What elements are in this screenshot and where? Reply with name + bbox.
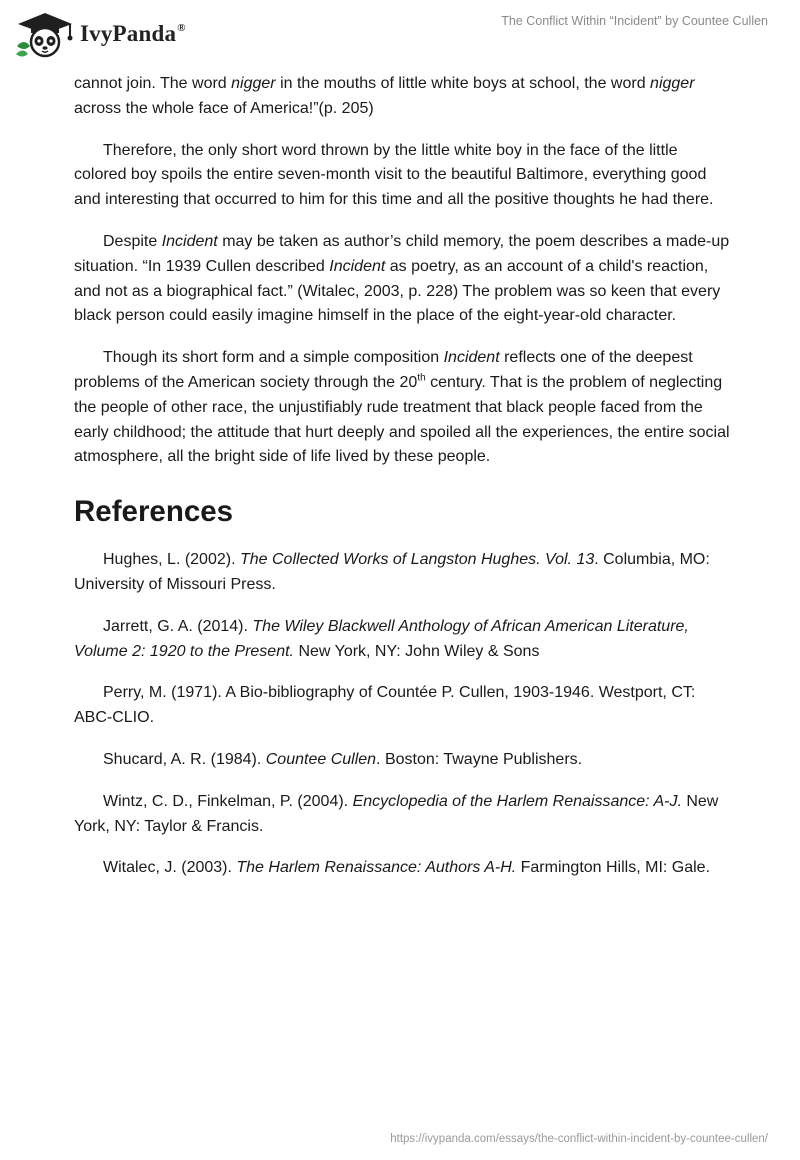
reference-item: Wintz, C. D., Finkelman, P. (2004). Encyclopedia of the Harlem Renaissance: A-J. New York, NY: Taylor & Francis. (74, 792, 719, 835)
running-title: The Conflict Within “Incident” by Countee Cullen (501, 14, 768, 28)
reference-item: Perry, M. (1971). A Bio-bibliography of Countée P. Cullen, 1903-1946. Westport, CT: ABC-CLIO. (74, 684, 696, 727)
reference-item: Shucard, A. R. (1984). Countee Cullen. Boston: Twayne Publishers. (103, 750, 583, 768)
reference-item: Jarrett, G. A. (2014). The Wiley Blackwell Anthology of African American Literature, Volume 2: 1920 to the Present. New York, NY: John Wiley & Sons (74, 617, 689, 660)
ivypanda-logo[interactable] (14, 8, 186, 60)
brand-name: IvyPanda® (80, 21, 186, 46)
panda-graduation-cap-icon (14, 8, 76, 60)
source-url-link[interactable]: https://ivypanda.com/essays/the-conflict-within-incident-by-countee-cullen/ (390, 1133, 768, 1145)
paragraph: Therefore, the only short word thrown by the little white boy in the face of the little colored boy spoils the entire seven-month visit to the beautiful Baltimore, everything good and interesting that occurred to him for this time and all the positive thoughts he had there. (74, 141, 714, 209)
paragraph: Despite Incident may be taken as author’s child memory, the poem describes a made-up situation. “In 1939 Cullen described Incident as poetry, as an account of a child's reaction, and not as a biographical fact.” (Witalec, 2003, p. 228) The problem was so keen that every black person could easily imagine himself in the place of the eight-year-old character. (74, 232, 730, 325)
essay-content (74, 72, 730, 881)
reference-item: Hughes, L. (2002). The Collected Works of Langston Hughes. Vol. 13. Columbia, MO: University of Missouri Press. (74, 551, 710, 593)
reference-item: Witalec, J. (2003). The Harlem Renaissance: Authors A-H. Farmington Hills, MI: Gale. (103, 859, 711, 877)
references-heading: References (74, 495, 234, 529)
paragraph: cannot join. The word nigger in the mouths of little white boys at school, the word nigger across the whole face of America!”(p. 205) (74, 75, 695, 117)
paragraph: Though its short form and a simple composition Incident reflects one of the deepest problems of the American society through the 20th century. That is the problem of neglecting the people of other race, the unjustifiably rude treatment that black people faced from the early childhood; the attitude that hurt deeply and spoiled all the experiences, the entire social atmosphere, all the bright side of life lived by these people. (74, 349, 730, 466)
